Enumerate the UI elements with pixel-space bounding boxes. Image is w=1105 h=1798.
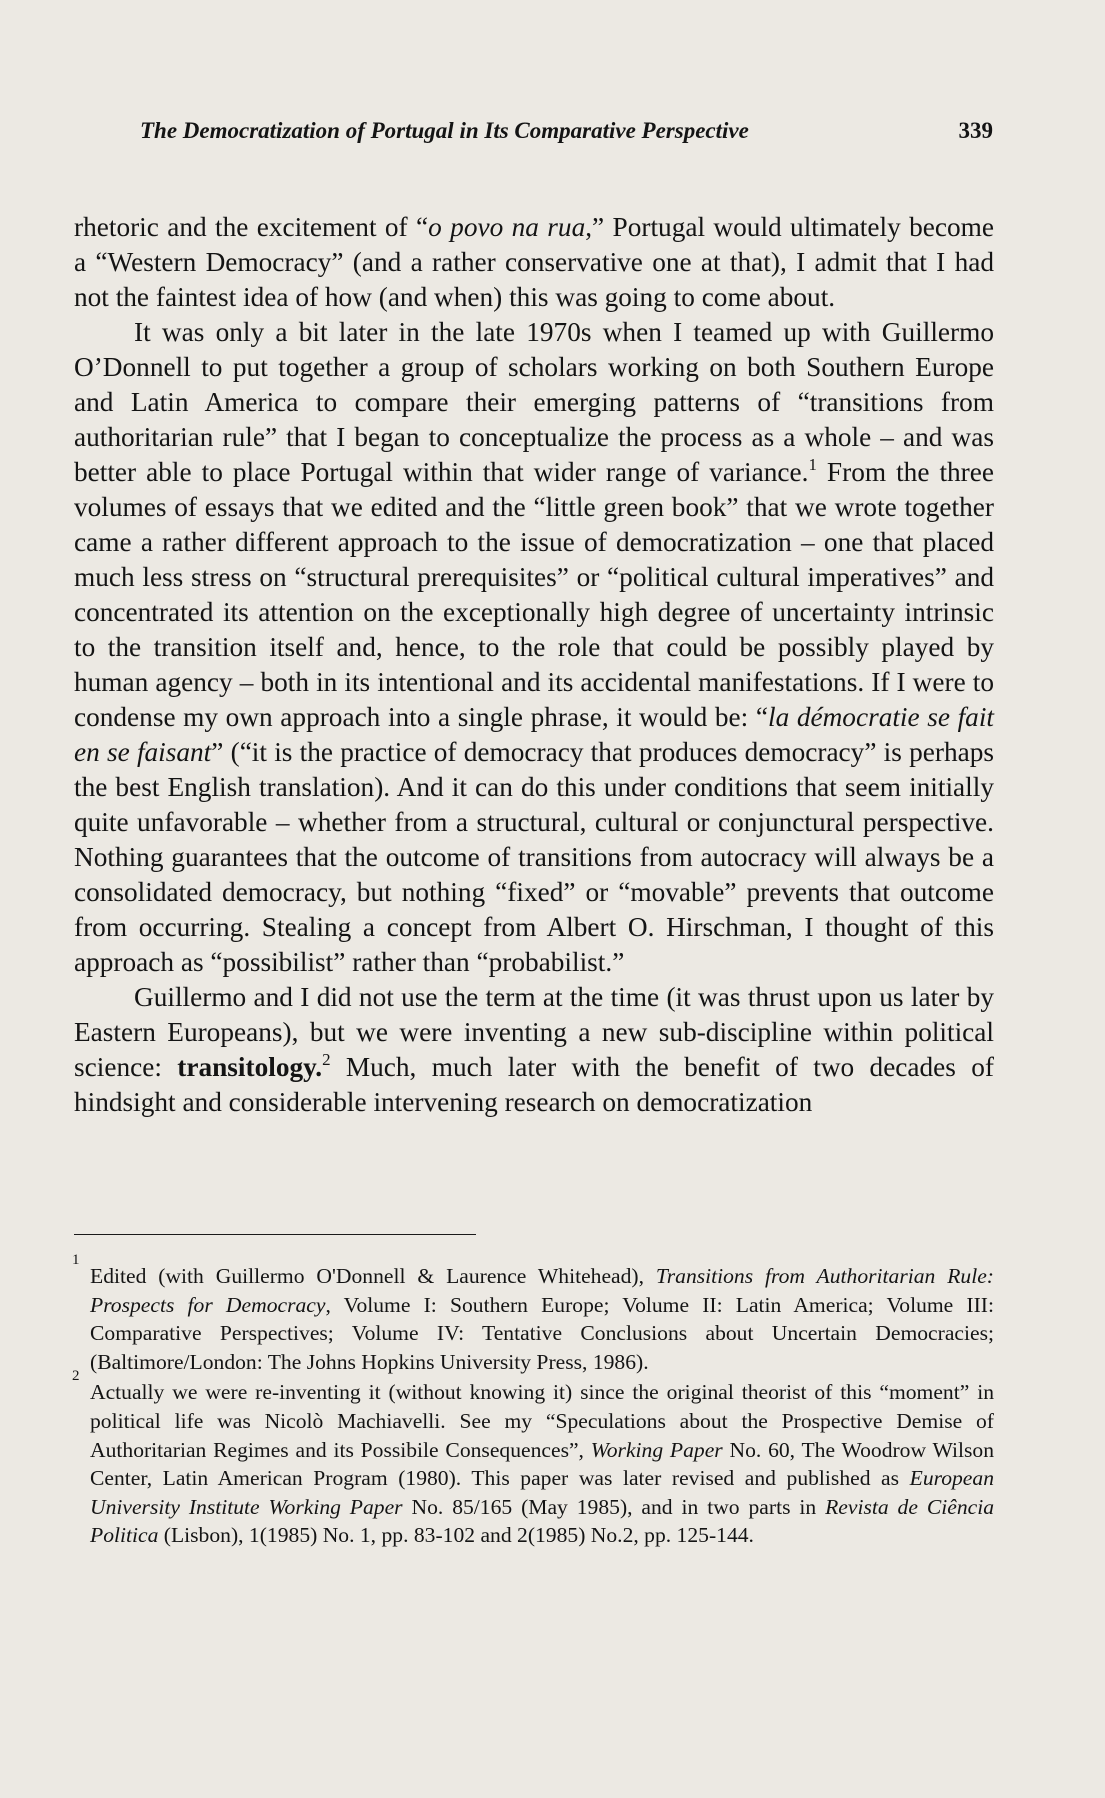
footnote-2-text-e: No. 85/165 (May 1985), and in two parts in	[402, 1494, 826, 1519]
footnote-2-italic-b: Working Paper	[590, 1437, 723, 1462]
footnote-2-italic-f: Revista de Ciência Politica	[90, 1494, 995, 1548]
footnote-1-text-a: Edited (with Guillermo O'Donnell & Laurence Whitehead),	[90, 1264, 656, 1288]
footnote-text	[90, 1378, 994, 1550]
footnote-2-text-g: (Lisbon), 1(1985) No. 1, pp. 83-102 and 2(1985) No.2, pp. 125-144.	[158, 1523, 754, 1548]
footnote-2-text-a: Actually we were re-inventing it (without knowing it) since the original theorist of this “moment” in political life was Nicolò Machiavelli. See my “Speculations about the Prospective Demise of Authoritarian Regimes and its Possibile Consequences”,	[90, 1380, 994, 1462]
running-title: The Democratization of Portugal in Its Comparative Perspective	[140, 118, 749, 143]
paragraph-3-text-c: Much, much later with the benefit of two decades of hindsight and considerable intervening research on democratization	[74, 1052, 994, 1117]
page-number: 339	[958, 118, 993, 143]
footnote-2-text-c: No. 60, The Woodrow Wilson Center, Latin American Program (1980). This paper was later revised and published as	[90, 1437, 994, 1491]
paragraph-2-text-d: ” (“it is the practice of democracy that produces democracy” is perhaps the best English translation). And it can do this under conditions that seem initially quite unfavorable – whether from a structural, cultural or conjunctural perspective. Nothing guarantees that the outcome of transitions from autocracy will always be a consolidated democracy, but nothing “fixed” or “movable” prevents that outcome from occurring. Stealing a concept from Albert O. Hirschman, I thought of this approach as “possibilist” rather than “probabilist.”	[74, 737, 994, 977]
paragraph-2-text-a: It was only a bit later in the late 1970s when I teamed up with Guillermo O’Donnell to put together a group of scholars working on both Southern Europe and Latin America to compare their emerging patterns of “transitions from authoritarian rule” that I began to conceptualize the process as a whole – and was better able to place Portugal within that wider range of variance.	[74, 317, 994, 487]
footnotes	[72, 1252, 995, 1550]
footnote-1-text-c: , Volume I: Southern Europe; Volume II: Latin America; Volume III: Comparative Perspectives; Volume IV: Tentative Conclusions about Uncertain Democracies; (Baltimore/London: The Johns Hopkins University Press, 1986).	[90, 1292, 994, 1374]
main-text	[74, 210, 994, 1120]
paragraph-1-text-a: rhetoric and the excitement of “	[74, 212, 429, 242]
footnote-text	[90, 1262, 994, 1376]
paragraph-1-text-c: ,” Portugal would ultimately become a “Western Democracy” (and a rather conservative one at that), I admit that I had not the faintest idea of how (and when) this was going to come about.	[74, 212, 994, 312]
footnote-1-italic-title: Transitions from Authoritarian Rule: Prospects for Democracy	[90, 1264, 994, 1317]
paragraph-3	[74, 980, 994, 1120]
paragraph-1	[74, 210, 994, 315]
footnote-number: 1	[72, 1252, 80, 1268]
footnote-divider	[74, 1234, 476, 1235]
footnote-reference-2[interactable]: 2	[322, 1050, 331, 1069]
footnote-2-italic-d: European University Institute Working Paper	[90, 1466, 994, 1519]
footnote-1	[72, 1252, 994, 1376]
paragraph-2	[74, 315, 994, 980]
footnote-reference-1[interactable]: 1	[808, 455, 817, 474]
paragraph-3-text-a: Guillermo and I did not use the term at the time (it was thrust upon us later by Eastern Europeans), but we were inventing a new sub-discipline within political science:	[74, 982, 994, 1082]
paragraph-2-text-b: From the three volumes of essays that we edited and the “little green book” that we wrote together came a rather different approach to the issue of democratization – one that placed much less stress on “structural prerequisites” or “political cultural imperatives” and concentrated its attention on the exceptionally high degree of uncertainty intrinsic to the transition itself and, hence, to the role that could be possibly played by human agency – both in its intentional and its accidental manifestations. If I were to condense my own approach into a single phrase, it would be: “	[74, 457, 995, 732]
paragraph-1-italic-phrase: o povo na rua	[428, 212, 586, 242]
paragraph-3-bold-term: transitology.	[177, 1052, 323, 1082]
paragraph-2-italic-phrase: la démocratie se fait en se faisant	[74, 702, 994, 767]
footnote-2	[72, 1368, 995, 1550]
footnote-number: 2	[72, 1368, 80, 1385]
running-header	[140, 118, 993, 154]
